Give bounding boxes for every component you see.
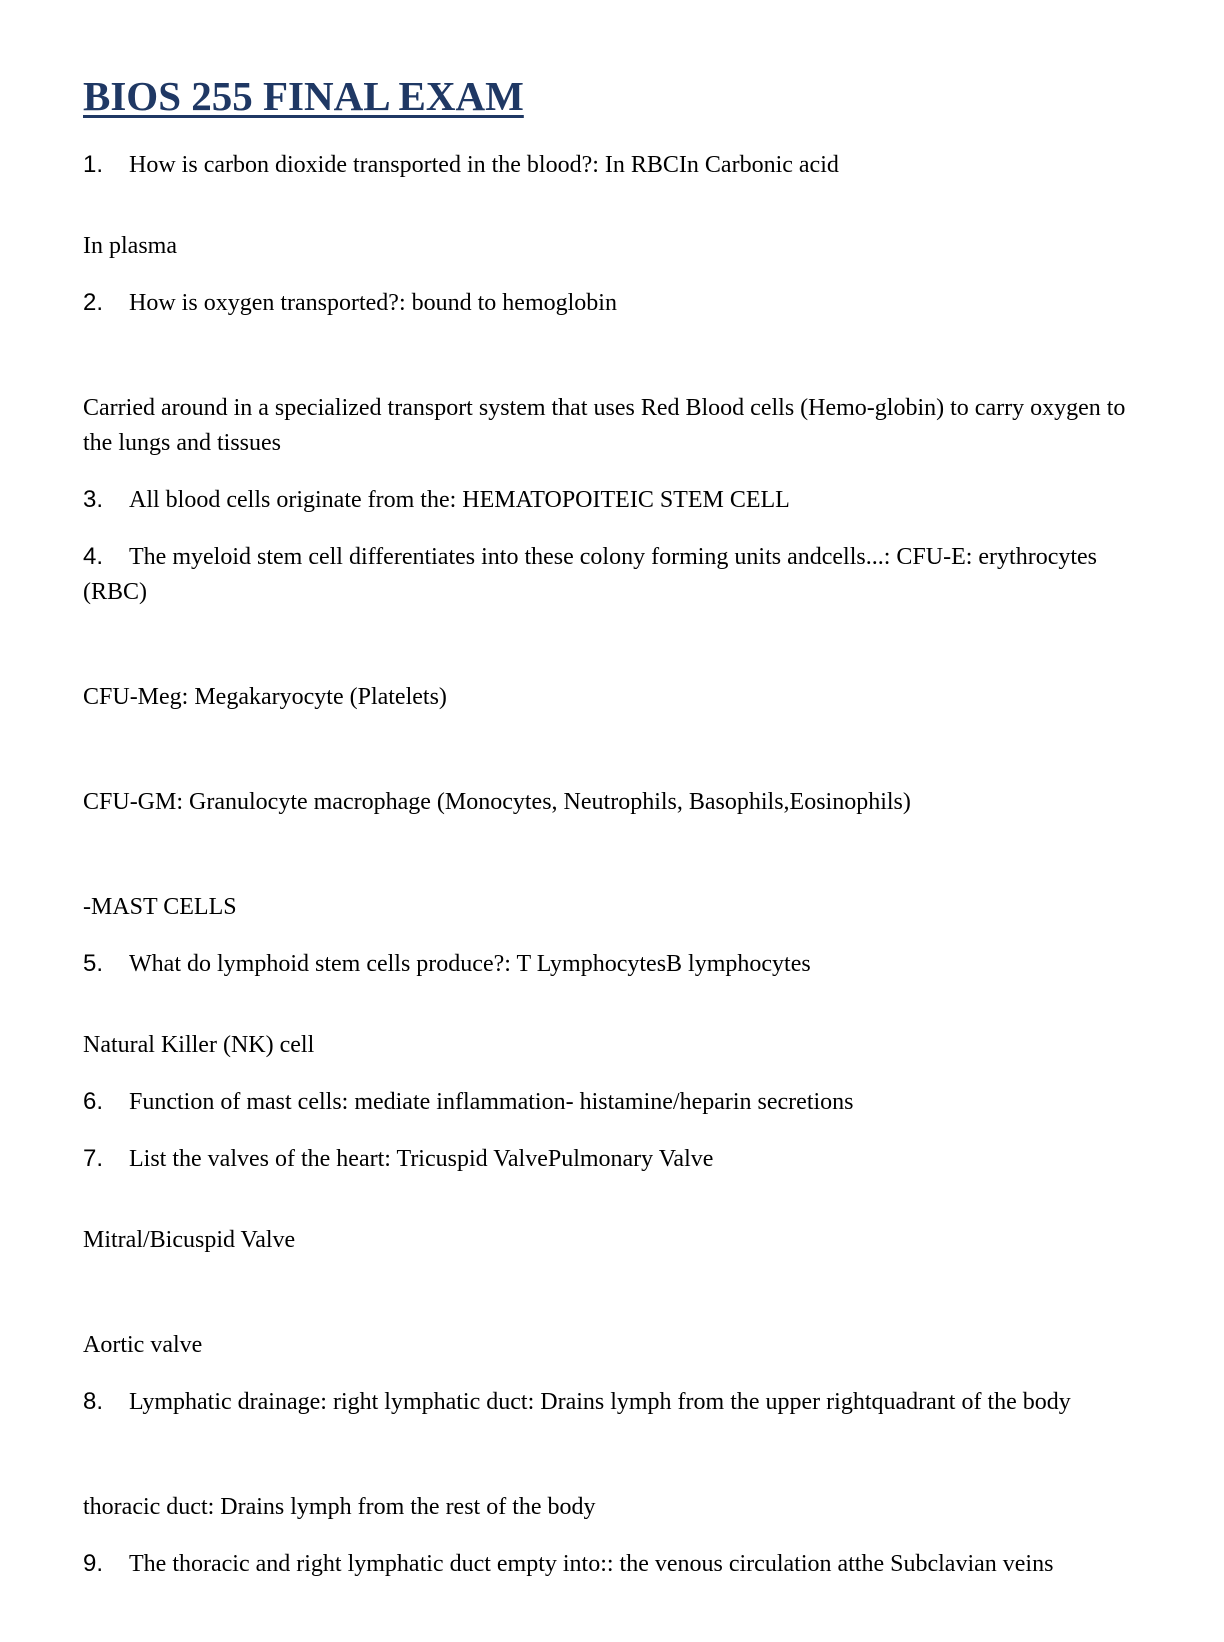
item-text: In plasma (83, 233, 177, 260)
paragraph (83, 229, 1141, 264)
paragraph (83, 1328, 1141, 1363)
page-title (83, 72, 1141, 121)
item-text: What do lymphoid stem cells produce?: T LymphocytesB lymphocytes (129, 951, 811, 978)
item-text: How is carbon dioxide transported in the blood?: In RBCIn Carbonic acid (129, 152, 839, 179)
item-text: List the valves of the heart: Tricuspid ValvePulmonary Valve (129, 1146, 714, 1173)
paragraph (83, 785, 1141, 820)
item-text: Aortic valve (83, 1332, 203, 1359)
item-number: 9. (83, 1550, 104, 1578)
exam-item (83, 147, 1141, 183)
item-text: The thoracic and right lymphatic duct empty into:: the venous circulation atthe Subclavian veins (129, 1551, 1054, 1578)
exam-item (83, 482, 1141, 518)
paragraph (83, 1490, 1141, 1525)
item-number: 8. (83, 1388, 104, 1416)
exam-item (83, 1141, 1141, 1177)
item-text: Natural Killer (NK) cell (83, 1032, 315, 1059)
item-text: How is oxygen transported?: bound to hemoglobin (129, 290, 617, 317)
exam-item (83, 539, 1141, 610)
page-title-text: BIOS 255 FINAL EXAM (83, 73, 524, 119)
paragraph (83, 680, 1141, 715)
item-text: The myeloid stem cell differentiates into these colony forming units andcells...: CFU-E: erythrocytes (RBC) (83, 544, 1098, 606)
item-number: 1. (83, 151, 104, 179)
item-text: All blood cells originate from the: HEMATOPOITEIC STEM CELL (129, 487, 790, 514)
exam-item (83, 946, 1141, 982)
paragraph (83, 1028, 1141, 1063)
item-text: Mitral/Bicuspid Valve (83, 1227, 296, 1254)
item-number: 3. (83, 486, 104, 514)
item-text: -MAST CELLS (83, 894, 237, 921)
item-number: 6. (83, 1088, 104, 1116)
paragraph (83, 1223, 1141, 1258)
item-text: Lymphatic drainage: right lymphatic duct: Drains lymph from the upper rightquadrant of the body (129, 1389, 1071, 1416)
item-text: Function of mast cells: mediate inflammation- histamine/heparin secretions (129, 1089, 854, 1116)
exam-item (83, 1546, 1141, 1582)
item-number: 2. (83, 289, 104, 317)
item-text: Carried around in a specialized transport system that uses Red Blood cells (Hemo-globin) to carry oxygen to the lungs and tissues (83, 395, 1126, 457)
item-text: CFU-GM: Granulocyte macrophage (Monocytes, Neutrophils, Basophils,Eosinophils) (83, 789, 911, 816)
exam-item (83, 285, 1141, 321)
item-text: thoracic duct: Drains lymph from the rest of the body (83, 1494, 596, 1521)
paragraph (83, 890, 1141, 925)
item-number: 5. (83, 950, 104, 978)
document-body (83, 147, 1141, 1582)
item-number: 4. (83, 543, 104, 571)
paragraph (83, 391, 1141, 461)
exam-item (83, 1084, 1141, 1120)
exam-item (83, 1384, 1141, 1420)
item-number: 7. (83, 1145, 104, 1173)
item-text: CFU-Meg: Megakaryocyte (Platelets) (83, 684, 447, 711)
